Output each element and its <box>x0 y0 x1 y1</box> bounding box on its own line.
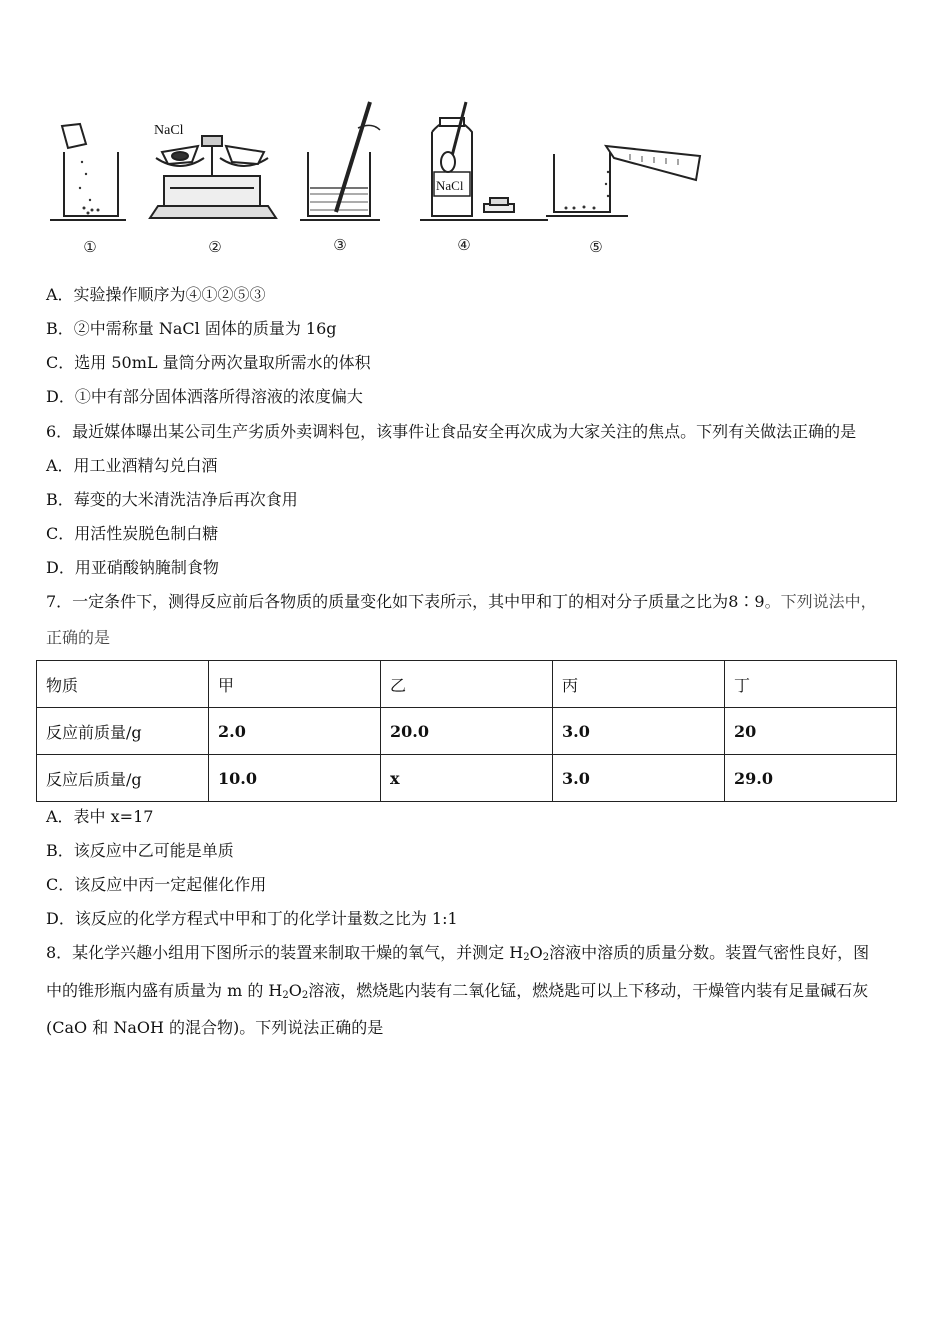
q8-line2-part3: 溶液，燃烧匙内装有二氧化锰，燃烧匙可以上下移动，干燥管内装有足量碱石灰 <box>308 981 869 1000</box>
table-header-cell: 丁 <box>725 661 897 708</box>
balance-nacl-label: NaCl <box>154 123 184 138</box>
q8-line2-part1: 中的锥形瓶内盛有质量为 m 的 H <box>46 981 283 1000</box>
mass-change-table <box>36 660 897 802</box>
table-row <box>37 708 897 755</box>
table-cell: 20.0 <box>381 708 553 755</box>
table-cell: 10.0 <box>209 755 381 802</box>
table-header-cell: 丙 <box>553 661 725 708</box>
step1-beaker-drawing <box>50 124 126 220</box>
q8-line1-part2: O <box>529 943 543 962</box>
experiment-steps-figure <box>40 92 720 267</box>
q6-option-b: B．莓变的大米清洗洁净后再次食用 <box>46 490 298 509</box>
q8-stem-line3: (CaO 和 NaOH 的混合物)。下列说法正确的是 <box>46 1018 384 1037</box>
step5-pouring-drawing <box>546 146 700 216</box>
q5-option-a: A．实验操作顺序为④①②⑤③ <box>46 285 266 304</box>
subscript: 2 <box>523 952 530 963</box>
table-cell: 3.0 <box>553 755 725 802</box>
q6-option-a: A．用工业酒精勾兑白酒 <box>46 456 218 475</box>
step-label-4: ④ <box>457 236 471 254</box>
step-label-2: ② <box>208 238 222 256</box>
step-label-5: ⑤ <box>589 238 603 256</box>
table-row <box>37 755 897 802</box>
q7-stem-main: 7．一定条件下，测得反应前后各物质的质量变化如下表所示，其中甲和丁的相对分子质量之比为 <box>46 592 729 611</box>
subscript: 2 <box>301 990 309 1001</box>
table-row-label: 反应后质量/g <box>37 755 209 802</box>
table-cell: 3.0 <box>553 708 725 755</box>
step2-balance-drawing <box>150 136 276 218</box>
table-row-label: 反应前质量/g <box>37 708 209 755</box>
table-cell: 29.0 <box>725 755 897 802</box>
q8-stem-line1 <box>46 943 869 968</box>
q5-option-b: B．②中需称量 NaCl 固体的质量为 16g <box>46 319 337 338</box>
q7-option-d: D．该反应的化学方程式中甲和丁的化学计量数之比为 1:1 <box>46 909 458 928</box>
q8-line2-part2: O <box>288 981 302 1000</box>
q5-option-c: C．选用 50mL 量筒分两次量取所需水的体积 <box>46 353 371 372</box>
step3-stirring-drawing <box>300 102 380 220</box>
table-cell: 2.0 <box>209 708 381 755</box>
table-header-cell: 甲 <box>209 661 381 708</box>
q7-stem-line2: 正确的是 <box>46 628 111 647</box>
subscript: 2 <box>282 990 289 1001</box>
table-header-cell: 物质 <box>37 661 209 708</box>
q6-stem: 6．最近媒体曝出某公司生产劣质外卖调料包，该事件让食品安全再次成为大家关注的焦点。下列有关做法正确的是 <box>46 422 857 441</box>
q6-option-c: C．用活性炭脱色制白糖 <box>46 524 219 543</box>
q8-line1-part1: 8．某化学兴趣小组用下图所示的装置来制取干燥的氧气，并测定 H <box>46 943 524 962</box>
q6-option-d: D．用亚硝酸钠腌制食物 <box>46 558 219 577</box>
step-label-3: ③ <box>333 236 347 254</box>
step-label-1: ① <box>83 238 97 256</box>
table-header-row <box>37 661 897 708</box>
q7-option-c: C．该反应中丙一定起催化作用 <box>46 875 267 894</box>
bottle-nacl-label: NaCl <box>436 178 464 193</box>
q7-option-b: B．该反应中乙可能是单质 <box>46 841 234 860</box>
step4-reagent-bottle-drawing <box>420 102 548 220</box>
q7-stem <box>46 592 877 612</box>
subscript: 2 <box>542 952 550 963</box>
q7-option-a: A．表中 x=17 <box>46 807 154 826</box>
q7-stem-ratio: 8∶9 <box>728 592 765 611</box>
table-header-cell: 乙 <box>381 661 553 708</box>
table-cell: x <box>381 755 553 802</box>
q5-option-d: D．①中有部分固体洒落所得溶液的浓度偏大 <box>46 387 363 406</box>
q7-stem-tail: 。下列说法中， <box>764 592 877 611</box>
q8-line1-part3: 溶液中溶质的质量分数。装置气密性良好，图 <box>549 943 870 962</box>
table-cell: 20 <box>725 708 897 755</box>
q8-stem-line2 <box>46 981 868 1006</box>
